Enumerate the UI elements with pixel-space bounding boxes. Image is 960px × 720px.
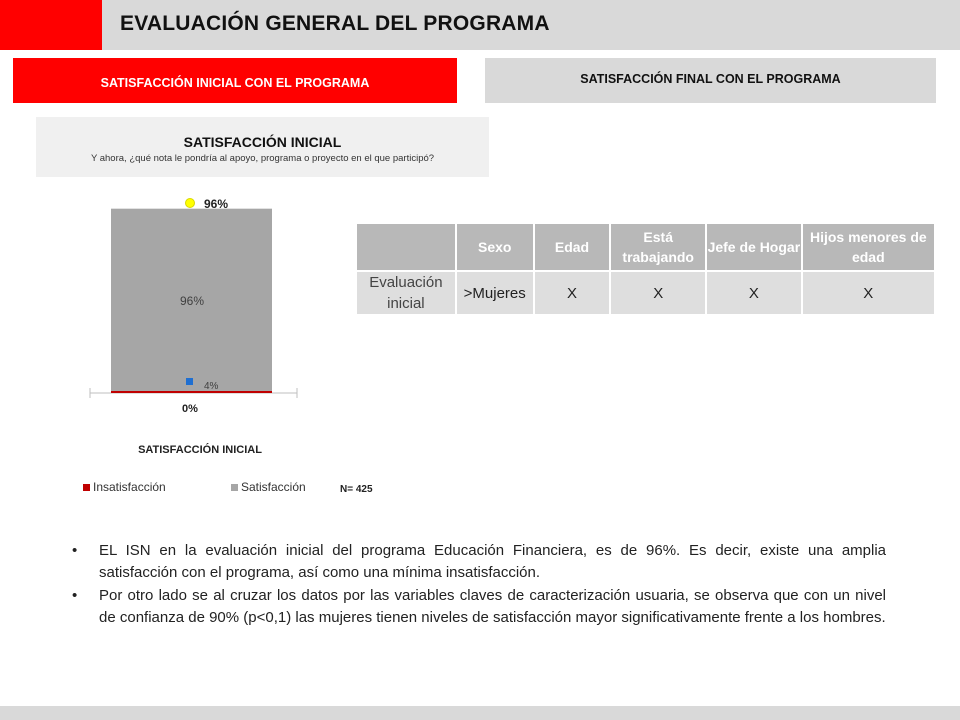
footer-bar [0, 706, 960, 720]
table-header-empty [356, 223, 456, 271]
tab-satisfaccion-inicial[interactable]: SATISFACCIÓN INICIAL CON EL PROGRAMA [13, 58, 457, 103]
table-cell-jefe-hogar: X [706, 271, 802, 315]
table-header-edad: Edad [534, 223, 611, 271]
legend-item-satisfaccion [231, 480, 306, 494]
bar-insatisfaccion [111, 391, 272, 393]
table-header-row [356, 223, 935, 271]
list-item [70, 540, 886, 584]
chart-title: SATISFACCIÓN INICIAL [138, 444, 262, 456]
legend-swatch-satisfaccion [231, 484, 238, 491]
annotation-4-marker [186, 378, 193, 385]
annotation-96-label: 96% [204, 197, 229, 211]
bullet-text: EL ISN en la evaluación inicial del programa Educación Financiera, es de 96%. Es decir, existe una amplia satisfacción con el programa, así como una mínima insatisfacción. [99, 542, 886, 581]
chart-header-title: SATISFACCIÓN INICIAL [183, 134, 342, 150]
bullet-icon: • [72, 587, 78, 604]
page-title: EVALUACIÓN GENERAL DEL PROGRAMA [120, 12, 550, 35]
table-cell-edad: X [534, 271, 611, 315]
legend-swatch-insatisfaccion [83, 484, 90, 491]
table-cell-hijos: X [802, 271, 935, 315]
table-row-label: Evaluación inicial [356, 271, 456, 315]
table-header-sexo: Sexo [456, 223, 534, 271]
table-header-hijos: Hijos menores de edad [802, 223, 935, 271]
table-header-jefe-hogar: Jefe de Hogar [706, 223, 802, 271]
bar-insatisfaccion-label: 0% [182, 403, 198, 415]
table-header-trabajando: Está trabajando [610, 223, 706, 271]
table-cell-sexo: >Mujeres [456, 271, 534, 315]
bar-satisfaccion-label: 96% [179, 293, 205, 308]
variables-table [355, 222, 936, 316]
annotation-4-label: 4% [204, 381, 219, 392]
tab-satisfaccion-final[interactable]: SATISFACCIÓN FINAL CON EL PROGRAMA [485, 58, 936, 103]
list-item [70, 585, 886, 629]
findings-list [70, 540, 886, 630]
bullet-text: Por otro lado se al cruzar los datos por las variables claves de caracterización usuaria, se observa que con un nivel de confianza de 90% (p<0,1) las mujeres tienen niveles de satisfacción mayor significativamente frente a los hombres. [99, 587, 886, 626]
bullet-icon: • [72, 542, 78, 559]
chart-header-subtitle: Y ahora, ¿qué nota le pondría al apoyo, programa o proyecto en el que participó? [90, 153, 435, 164]
legend-label-satisfaccion: Satisfacción [241, 480, 306, 494]
sample-size-label: N= 425 [340, 484, 373, 495]
legend-item-insatisfaccion [83, 480, 166, 494]
legend-label-insatisfaccion: Insatisfacción [93, 480, 166, 494]
table-row [356, 271, 935, 315]
table-cell-trabajando: X [610, 271, 706, 315]
annotation-96-marker [186, 199, 195, 208]
